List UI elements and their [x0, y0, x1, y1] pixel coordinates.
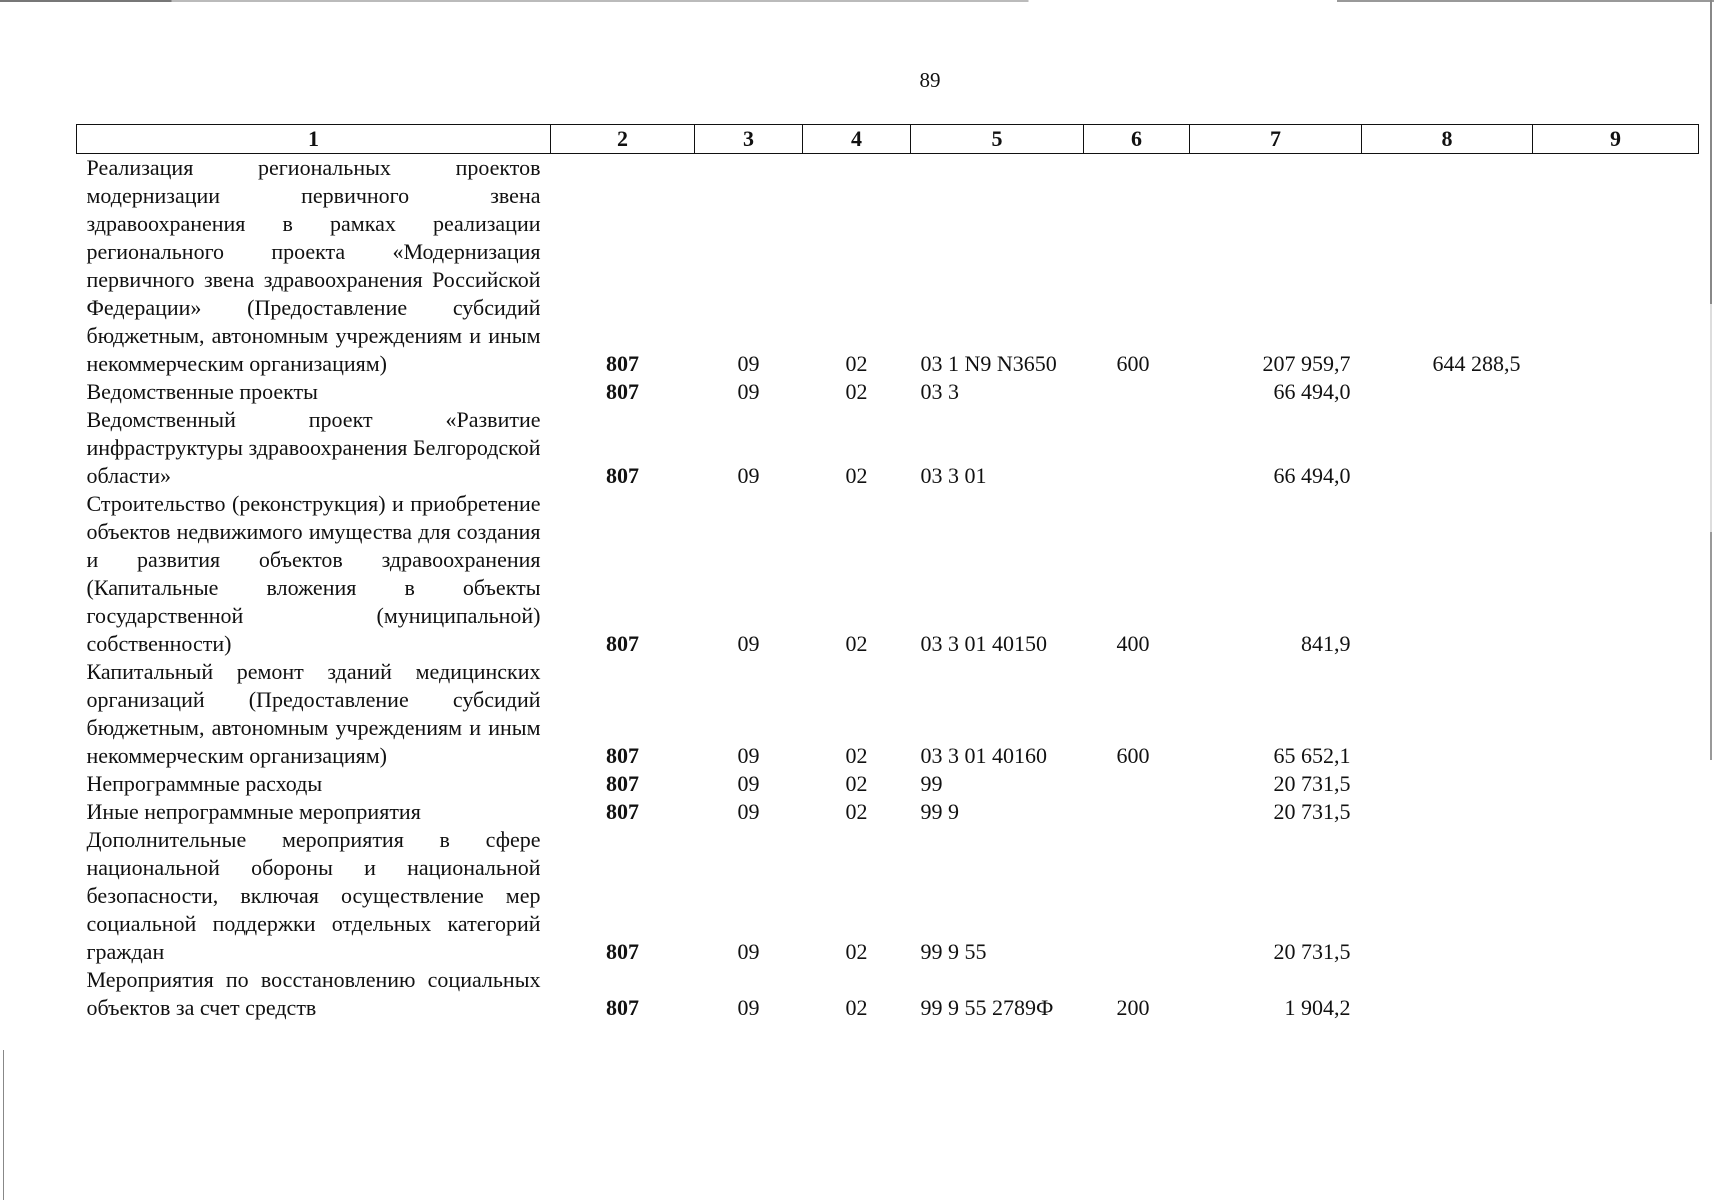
row-description: Строительство (реконструкция) и приобретение объектов недвижимого имущества для создания и развития объектов здравоохранения (Капитальные вложения в объекты государственной (муниципальной) собственности)	[86, 491, 541, 656]
cell-ministry-code: 807	[606, 939, 639, 964]
cell-target-article: 03 3 01 40150	[920, 631, 1047, 656]
cell-target-article: 03 3 01 40160	[920, 743, 1047, 768]
table-row	[77, 966, 1699, 1022]
cell-target-article: 99 9 55 2789Ф	[920, 995, 1054, 1020]
cell-amount-col9	[1533, 406, 1699, 490]
cell-expense-type: 400	[1116, 631, 1150, 656]
header-col-2: 2	[551, 125, 695, 154]
page-number: 89	[919, 68, 941, 92]
table-row	[77, 770, 1699, 798]
row-description: Реализация региональных проектов модернизации первичного звена здравоохранения в рамках реализации регионального проекта «Модернизация первичного звена здравоохранения Российской Федерации» (Предоставление субсидий бюджетным, автономным учреждениям и иным некоммерческим организациям)	[86, 155, 541, 376]
table-header	[77, 125, 1699, 154]
cell-section: 09	[737, 463, 760, 488]
cell-amount-col8	[1362, 378, 1533, 406]
cell-section: 09	[737, 743, 760, 768]
cell-amount-col8	[1362, 406, 1533, 490]
cell-section: 09	[737, 799, 760, 824]
header-col-1: 1	[77, 125, 551, 154]
cell-amount-col7: 841,9	[1301, 631, 1351, 656]
header-col-9: 9	[1533, 125, 1699, 154]
cell-amount-col9	[1533, 490, 1699, 658]
cell-amount-col7: 66 494,0	[1273, 463, 1351, 488]
cell-amount-col8	[1362, 658, 1533, 770]
cell-ministry-code: 807	[606, 771, 639, 796]
cell-expense-type: 200	[1116, 995, 1150, 1020]
scan-edge-left	[3, 1050, 4, 1200]
header-col-8: 8	[1362, 125, 1533, 154]
cell-section: 09	[737, 351, 760, 376]
cell-amount-col9	[1533, 658, 1699, 770]
cell-amount-col7: 66 494,0	[1273, 379, 1351, 404]
cell-amount-col8	[1362, 770, 1533, 798]
table-row	[77, 798, 1699, 826]
cell-target-article: 03 3 01	[920, 463, 987, 488]
scan-edge-right	[1710, 0, 1712, 760]
cell-amount-col9	[1533, 966, 1699, 1022]
table-body	[77, 154, 1699, 1023]
row-description: Капитальный ремонт зданий медицинских организаций (Предоставление субсидий бюджетным, автономным учреждениям и иным некоммерческим организациям)	[86, 659, 541, 768]
cell-target-article: 99 9 55	[920, 939, 987, 964]
cell-ministry-code: 807	[606, 799, 639, 824]
cell-amount-col7: 20 731,5	[1273, 939, 1351, 964]
row-description: Ведомственные проекты	[86, 379, 318, 404]
cell-subsection: 02	[845, 631, 868, 656]
cell-ministry-code: 807	[606, 351, 639, 376]
cell-expense-type	[1084, 798, 1190, 826]
cell-subsection: 02	[845, 799, 868, 824]
cell-expense-type	[1084, 378, 1190, 406]
cell-subsection: 02	[845, 351, 868, 376]
table-row	[77, 378, 1699, 406]
cell-target-article: 03 3	[920, 379, 959, 404]
row-description: Иные непрограммные мероприятия	[86, 799, 421, 824]
table-row	[77, 826, 1699, 966]
cell-expense-type	[1084, 826, 1190, 966]
cell-amount-col7: 207 959,7	[1262, 351, 1351, 376]
cell-target-article: 03 1 N9 N3650	[920, 351, 1057, 376]
row-description: Непрограммные расходы	[86, 771, 323, 796]
cell-amount-col9	[1533, 770, 1699, 798]
cell-section: 09	[737, 631, 760, 656]
header-col-3: 3	[695, 125, 803, 154]
cell-ministry-code: 807	[606, 743, 639, 768]
cell-expense-type	[1084, 406, 1190, 490]
cell-ministry-code: 807	[606, 995, 639, 1020]
cell-section: 09	[737, 939, 760, 964]
budget-table	[76, 124, 1699, 1022]
cell-subsection: 02	[845, 743, 868, 768]
scan-edge-top	[0, 0, 1714, 2]
table-row	[77, 658, 1699, 770]
header-row	[77, 125, 1699, 154]
row-description: Ведомственный проект «Развитие инфраструктуры здравоохранения Белгородской области»	[86, 407, 541, 488]
cell-section: 09	[737, 379, 760, 404]
cell-ministry-code: 807	[606, 379, 639, 404]
cell-subsection: 02	[845, 771, 868, 796]
cell-subsection: 02	[845, 939, 868, 964]
cell-amount-col8	[1362, 826, 1533, 966]
cell-ministry-code: 807	[606, 463, 639, 488]
cell-subsection: 02	[845, 379, 868, 404]
cell-section: 09	[737, 995, 760, 1020]
cell-expense-type: 600	[1116, 743, 1150, 768]
row-description: Мероприятия по восстановлению социальных объектов за счет средств	[86, 967, 541, 1020]
cell-amount-col9	[1533, 378, 1699, 406]
cell-subsection: 02	[845, 463, 868, 488]
cell-amount-col7: 1 904,2	[1284, 995, 1351, 1020]
cell-expense-type	[1084, 770, 1190, 798]
table-row	[77, 154, 1699, 379]
cell-amount-col9	[1533, 154, 1699, 379]
table-row	[77, 406, 1699, 490]
header-col-6: 6	[1084, 125, 1190, 154]
row-description: Дополнительные мероприятия в сфере национальной обороны и национальной безопасности, включая осуществление мер социальной поддержки отдельных категорий граждан	[86, 827, 541, 964]
cell-amount-col8	[1362, 966, 1533, 1022]
cell-amount-col8	[1362, 490, 1533, 658]
cell-amount-col8	[1362, 798, 1533, 826]
cell-expense-type: 600	[1116, 351, 1150, 376]
cell-amount-col7: 20 731,5	[1273, 771, 1351, 796]
header-col-5: 5	[911, 125, 1084, 154]
cell-target-article: 99	[920, 771, 943, 796]
cell-amount-col9	[1533, 798, 1699, 826]
cell-section: 09	[737, 771, 760, 796]
header-col-4: 4	[803, 125, 911, 154]
cell-ministry-code: 807	[606, 631, 639, 656]
cell-target-article: 99 9	[920, 799, 959, 824]
cell-subsection: 02	[845, 995, 868, 1020]
cell-amount-col7: 20 731,5	[1273, 799, 1351, 824]
cell-amount-col7: 65 652,1	[1273, 743, 1351, 768]
header-col-7: 7	[1190, 125, 1362, 154]
table-row	[77, 490, 1699, 658]
cell-amount-col8: 644 288,5	[1432, 351, 1521, 376]
cell-amount-col9	[1533, 826, 1699, 966]
